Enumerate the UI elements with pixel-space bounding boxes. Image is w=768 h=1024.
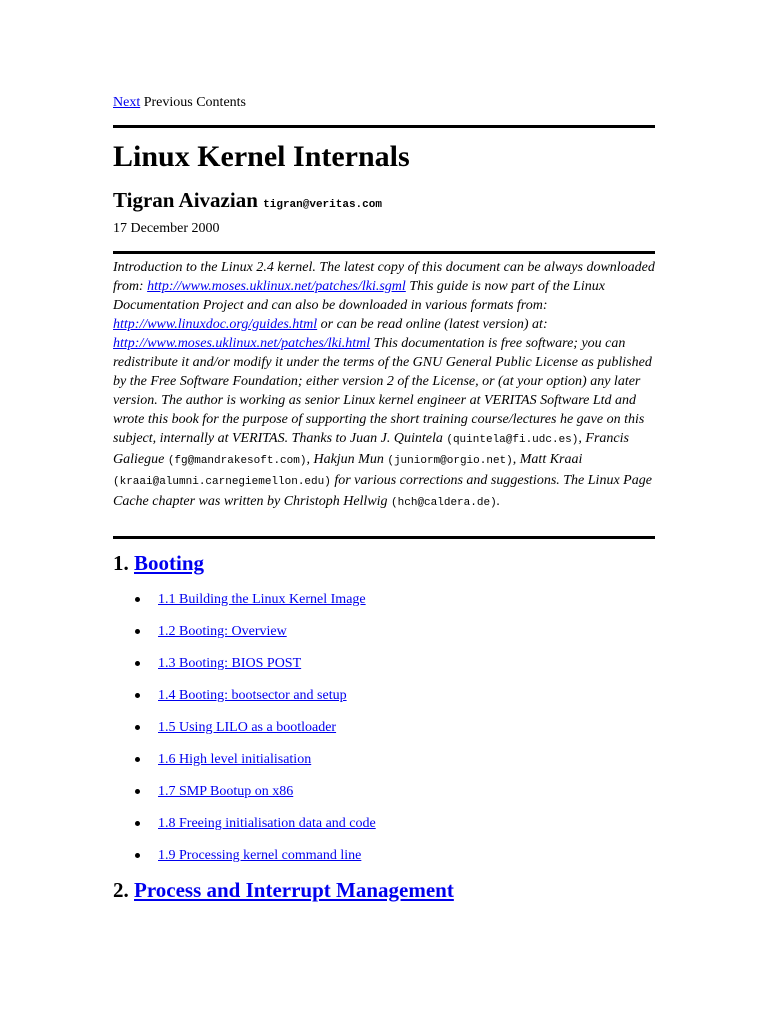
bullet-icon [135,757,140,762]
horizontal-rule [113,251,655,254]
horizontal-rule [113,125,655,128]
section-link-booting[interactable]: Booting [134,551,205,575]
author-email: tigran@veritas.com [263,199,382,211]
abstract-text: or can be read online (latest version) at: [317,317,548,332]
next-link[interactable]: Next [113,95,141,110]
abstract-text: This guide is now part of the Linux Documentation Project and can also be downloaded in various formats from: [113,279,605,313]
sgml-download-link[interactable]: http://www.moses.uklinux.net/patches/lki.sgml [147,279,406,294]
section-number: 2. [113,878,129,902]
abstract-text: . [496,494,501,509]
author-line [113,187,382,218]
bullet-icon [135,597,140,602]
abstract-text: for various corrections and suggestions. The Linux Page Cache chapter was written by Christoph Hellwig [113,473,652,509]
abstract-paragraph [113,258,658,513]
section-number: 1. [113,551,129,575]
toc-link[interactable]: 1.1 Building the Linux Kernel Image [158,592,366,607]
abstract-text: Introduction to the Linux 2.4 kernel. The latest copy of this document can be always downloaded from: [113,260,655,294]
toc-link[interactable]: 1.5 Using LILO as a bootloader [158,720,337,735]
online-version-link[interactable]: http://www.moses.uklinux.net/patches/lki.html [113,336,371,351]
bullet-icon [135,629,140,634]
toc-link[interactable]: 1.9 Processing kernel command line [158,848,362,863]
author-name: Tigran Aivazian [113,188,258,212]
horizontal-rule [113,536,655,539]
bullet-icon [135,821,140,826]
abstract-text: This documentation is free software; you can redistribute it and/or modify it under the terms of the GNU General Public License as published by the Free Software Foundation; either version 2 of the License, or (at your option) any later version. The author is working as senior Linux kernel engineer at VERITAS Software Ltd and wrote this book for the purpose of supporting the short training course/lectures he gave on this subject, internally at VERITAS. Thanks to Juan J. Quintela [113,336,652,446]
contents-label: Contents [196,95,246,110]
page-title: Linux Kernel Internals [113,140,410,173]
toc-link[interactable]: 1.6 High level initialisation [158,752,312,767]
contributor-email: (juniorm@orgio.net) [387,455,513,467]
section-heading-booting [113,550,204,576]
abstract-text: , Matt Kraai [512,452,583,467]
toc-link[interactable]: 1.4 Booting: bootsector and setup [158,688,347,703]
bullet-icon [135,789,140,794]
bullet-icon [135,725,140,730]
section-heading-process-management [113,877,454,903]
abstract-text: , Francis Galiegue [113,431,629,467]
nav-bar [113,94,246,112]
toc-link[interactable]: 1.3 Booting: BIOS POST [158,656,302,671]
contributor-email: (kraai@alumni.carnegiemellon.edu) [113,476,331,488]
previous-label: Previous [143,95,193,110]
bullet-icon [135,853,140,858]
section-link-process-management[interactable]: Process and Interrupt Management [134,878,454,902]
contributor-email: (hch@caldera.de) [391,497,497,509]
bullet-icon [135,661,140,666]
toc-link[interactable]: 1.7 SMP Bootup on x86 [158,784,294,799]
abstract-text: , Hakjun Mun [306,452,388,467]
toc-link[interactable]: 1.8 Freeing initialisation data and code [158,816,376,831]
linuxdoc-guides-link[interactable]: http://www.linuxdoc.org/guides.html [113,317,318,332]
contributor-email: (quintela@fi.udc.es) [446,434,579,446]
contributor-email: (fg@mandrakesoft.com) [167,455,307,467]
toc-link[interactable]: 1.2 Booting: Overview [158,624,287,639]
bullet-icon [135,693,140,698]
publication-date: 17 December 2000 [113,221,220,236]
